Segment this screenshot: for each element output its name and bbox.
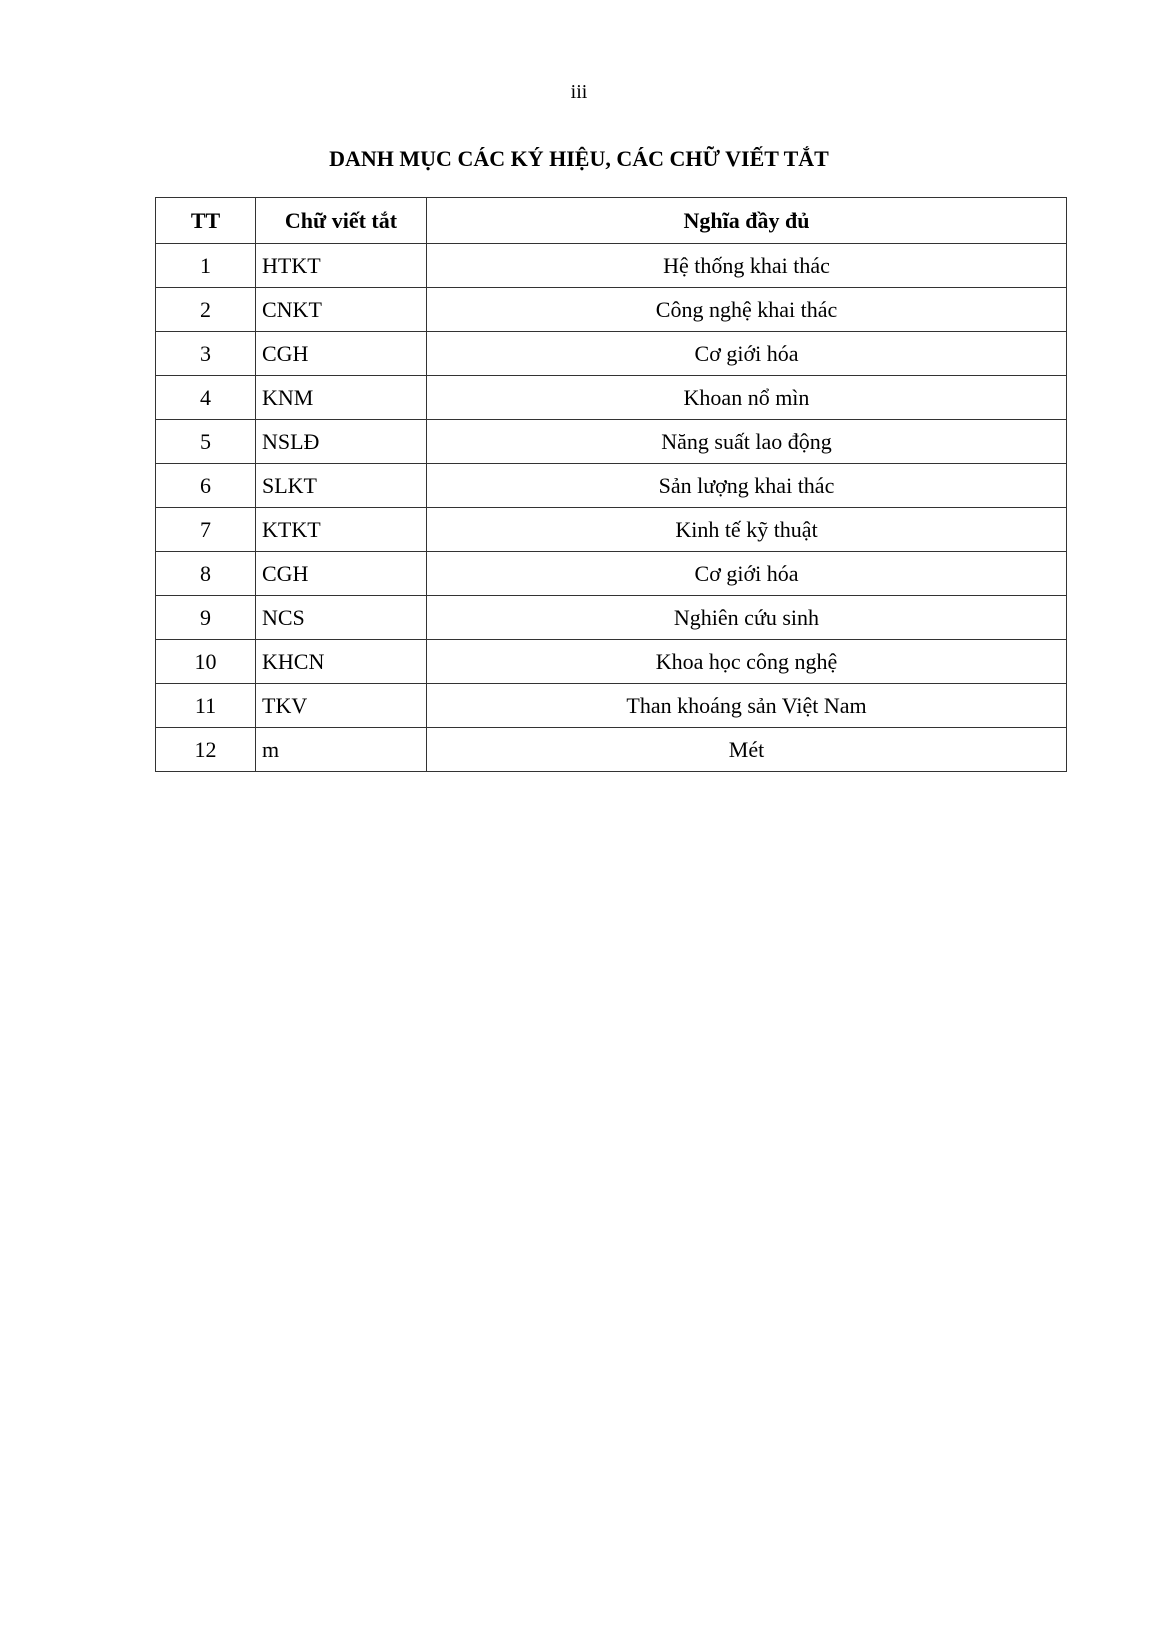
cell-abbreviation: NSLĐ — [256, 420, 427, 464]
cell-full-meaning: Năng suất lao động — [427, 420, 1067, 464]
cell-abbreviation: SLKT — [256, 464, 427, 508]
table-row — [156, 420, 1067, 464]
cell-full-meaning: Khoa học công nghệ — [427, 640, 1067, 684]
table-row — [156, 288, 1067, 332]
cell-abbreviation: KHCN — [256, 640, 427, 684]
cell-tt: 10 — [156, 640, 256, 684]
cell-full-meaning: Công nghệ khai thác — [427, 288, 1067, 332]
cell-tt: 9 — [156, 596, 256, 640]
table-header-row — [156, 198, 1067, 244]
cell-tt: 5 — [156, 420, 256, 464]
cell-full-meaning: Than khoáng sản Việt Nam — [427, 684, 1067, 728]
cell-abbreviation: KNM — [256, 376, 427, 420]
table-row — [156, 728, 1067, 772]
cell-full-meaning: Kinh tế kỹ thuật — [427, 508, 1067, 552]
cell-abbreviation: CGH — [256, 332, 427, 376]
table-header — [156, 198, 1067, 244]
page-number: iii — [570, 81, 588, 103]
table-row — [156, 244, 1067, 288]
page-title: DANH MỤC CÁC KÝ HIỆU, CÁC CHỮ VIẾT TẮT — [329, 146, 829, 171]
cell-tt: 1 — [156, 244, 256, 288]
cell-full-meaning: Mét — [427, 728, 1067, 772]
cell-full-meaning: Khoan nổ mìn — [427, 376, 1067, 420]
header-tt: TT — [156, 198, 256, 244]
cell-tt: 3 — [156, 332, 256, 376]
cell-abbreviation: NCS — [256, 596, 427, 640]
cell-full-meaning: Cơ giới hóa — [427, 552, 1067, 596]
cell-full-meaning: Nghiên cứu sinh — [427, 596, 1067, 640]
cell-abbreviation: KTKT — [256, 508, 427, 552]
cell-tt: 11 — [156, 684, 256, 728]
cell-tt: 7 — [156, 508, 256, 552]
header-abbreviation: Chữ viết tắt — [256, 198, 427, 244]
cell-tt: 8 — [156, 552, 256, 596]
cell-tt: 6 — [156, 464, 256, 508]
table-row — [156, 332, 1067, 376]
cell-full-meaning: Sản lượng khai thác — [427, 464, 1067, 508]
table-row — [156, 464, 1067, 508]
cell-tt: 2 — [156, 288, 256, 332]
cell-abbreviation: HTKT — [256, 244, 427, 288]
cell-abbreviation: CGH — [256, 552, 427, 596]
cell-tt: 4 — [156, 376, 256, 420]
table-row — [156, 640, 1067, 684]
table-row — [156, 684, 1067, 728]
cell-abbreviation: TKV — [256, 684, 427, 728]
table-row — [156, 596, 1067, 640]
cell-full-meaning: Hệ thống khai thác — [427, 244, 1067, 288]
cell-full-meaning: Cơ giới hóa — [427, 332, 1067, 376]
table-row — [156, 376, 1067, 420]
cell-abbreviation: CNKT — [256, 288, 427, 332]
cell-abbreviation: m — [256, 728, 427, 772]
header-full-meaning: Nghĩa đầy đủ — [427, 198, 1067, 244]
table-row — [156, 508, 1067, 552]
table-body — [156, 244, 1067, 772]
table-row — [156, 552, 1067, 596]
abbreviation-table — [155, 197, 1067, 772]
cell-tt: 12 — [156, 728, 256, 772]
